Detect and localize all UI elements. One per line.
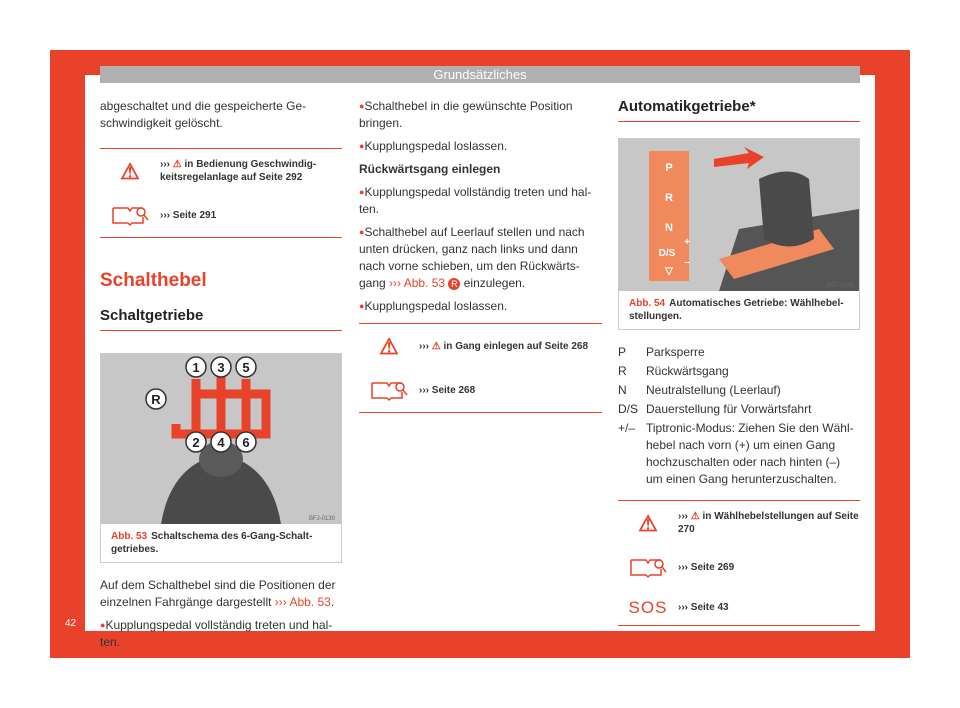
bullet-item: ● Kupplungspedal vollständig treten und hal-ten. bbox=[100, 617, 342, 651]
reverse-gear-heading: Rückwärtsgang einlegen bbox=[359, 162, 501, 176]
position-arrow: ▽ bbox=[665, 266, 673, 277]
gear-label-3: 3 bbox=[217, 360, 225, 375]
column-1 bbox=[100, 98, 342, 657]
position-ds: D/S bbox=[658, 248, 676, 259]
gear-label-r: R bbox=[151, 392, 161, 407]
gear-label-4: 4 bbox=[217, 435, 225, 450]
gear-label-6: 6 bbox=[242, 435, 250, 450]
tiptronic-plus: + bbox=[684, 237, 690, 248]
body-text: Auf dem Schalthebel sind die Positionen der einzelnen Fahrgänge dargestellt ››› Abb. 53. bbox=[100, 578, 336, 609]
warning-icon: ⚠ bbox=[638, 510, 658, 536]
figure-link[interactable]: ››› Abb. 53 bbox=[389, 276, 446, 290]
column-2 bbox=[359, 98, 602, 413]
position-definitions bbox=[618, 344, 860, 488]
page-number: 42 bbox=[65, 618, 77, 629]
sos-icon: SOS bbox=[628, 597, 668, 617]
note-page-ref[interactable]: ››› Seite 268 bbox=[419, 384, 476, 396]
note-box-2: ⚠ ››› ⚠ in Gang einlegen auf Seite 268 ››› Seite 268 bbox=[359, 323, 602, 413]
book-icon bbox=[618, 555, 678, 579]
subsection-heading: Schaltgetriebe bbox=[100, 307, 342, 331]
definition-row: P Parksperre bbox=[618, 345, 705, 359]
section-heading: Schalthebel bbox=[100, 270, 207, 291]
figure-53-code: BFJ-0130 bbox=[308, 516, 335, 522]
gear-label-5: 5 bbox=[242, 360, 250, 375]
figure-54-number: Abb. 54 bbox=[629, 298, 666, 309]
note-page-ref[interactable]: ››› Seite 269 bbox=[678, 561, 735, 573]
position-p: P bbox=[665, 162, 673, 174]
figure-link[interactable]: ››› Abb. 53 bbox=[274, 595, 331, 609]
note-box-3: ⚠ ››› ⚠ in Wählhebelstellungen auf Seite 270 ››› Seite 269 SOS ››› Seite 43 bbox=[618, 500, 860, 626]
figure-54-caption: Automatisches Getriebe: Wählhebel-stellungen. bbox=[629, 298, 844, 322]
figure-54-code: B57-0206 bbox=[826, 283, 853, 289]
figure-54-image bbox=[619, 139, 859, 291]
gear-label-2: 2 bbox=[192, 435, 200, 450]
gear-label-1: 1 bbox=[192, 360, 200, 375]
position-r: R bbox=[665, 192, 673, 204]
figure-54 bbox=[618, 138, 860, 330]
note-page-ref[interactable]: ››› Seite 43 bbox=[678, 601, 729, 613]
note-warning-text[interactable]: in Bedienung Geschwindig-keitsregelanlage auf Seite 292 bbox=[160, 159, 317, 183]
note-box-1: ⚠ ››› ⚠ in Bedienung Geschwindig-keitsregelanlage auf Seite 292 ››› Seite 291 bbox=[100, 148, 342, 238]
note-warning-text[interactable]: in Wählhebelstellungen auf Seite 270 bbox=[678, 511, 859, 535]
figure-53-number: Abb. 53 bbox=[111, 531, 148, 542]
figure-53-image bbox=[101, 354, 341, 524]
warning-icon: ⚠ bbox=[379, 333, 399, 359]
definition-row: R Rückwärtsgang bbox=[618, 364, 729, 378]
book-icon bbox=[100, 203, 160, 227]
automatic-heading: Automatikgetriebe* bbox=[618, 98, 860, 122]
page-header: Grundsätzliches bbox=[100, 66, 860, 83]
column-3 bbox=[618, 98, 860, 626]
note-page-ref[interactable]: ››› Seite 291 bbox=[160, 209, 217, 221]
book-icon bbox=[359, 378, 419, 402]
warning-icon: ⚠ bbox=[120, 158, 140, 184]
bullet-item: ● Schalthebel in die gewünschte Position bringen. bbox=[359, 98, 602, 132]
reverse-badge: R bbox=[448, 278, 460, 290]
figure-53-caption: Schaltschema des 6-Gang-Schalt-getriebes. bbox=[111, 531, 313, 555]
intro-text: abgeschaltet und die gespeicherte Ge-schwindigkeit gelöscht. bbox=[100, 99, 307, 130]
bullet-item: ● Kupplungspedal loslassen. bbox=[359, 298, 602, 315]
bullet-item: ● Schalthebel auf Leerlauf stellen und nach unten drücken, ganz nach links und dann nach vorne schieben, um den Rückwärts-gang ››› Abb. 53 R einzulegen. bbox=[359, 224, 602, 292]
position-n: N bbox=[665, 222, 673, 234]
bullet-item: ● Kupplungspedal loslassen. bbox=[359, 138, 602, 155]
tiptronic-minus: – bbox=[684, 257, 690, 268]
bullet-item: ● Kupplungspedal vollständig treten und hal-ten. bbox=[359, 184, 602, 218]
figure-53 bbox=[100, 353, 342, 563]
definition-row: N Neutralstellung (Leerlauf) bbox=[618, 383, 781, 397]
definition-row: +/– Tiptronic-Modus: Ziehen Sie den Wähl-hebel nach vorn (+) um einen Gang hochzuschalten oder nach hinten (–) um einen Gang herunterzuschalten. bbox=[618, 421, 854, 486]
definition-row: D/S Dauerstellung für Vorwärtsfahrt bbox=[618, 402, 812, 416]
note-warning-text[interactable]: in Gang einlegen auf Seite 268 bbox=[443, 340, 589, 352]
